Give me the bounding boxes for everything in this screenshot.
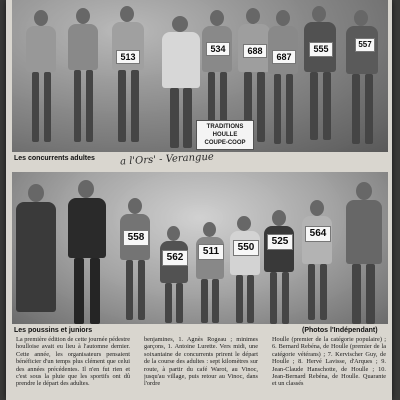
article-column-3: Houlle (premier de la catégorie populaire) ; 6. Bernard Rebéna, de Houlle (premier de la catégorie vétérans) ; 7. Kervischer Guy, de Houlle ; 8. Hervé Lavisse, d'Arques ; 9. Jean-Claude Hanschotte, de Houlle ; 10. Jean-Bernard Rebéna, de Houlle. Quarante et un classés [272,336,386,388]
race-bib: 511 [198,244,224,260]
photo-credit: (Photos l'Indépendant) [302,327,378,334]
race-bib: 687 [272,50,296,64]
article-body [16,336,386,400]
youth-runners-photo [12,172,388,324]
race-bib: 558 [123,230,149,246]
race-bib: 555 [309,42,333,57]
bottom-photo-caption: Les poussins et juniors [14,327,93,334]
article-column-1: La première édition de cette journée pédestre houlloise avait eu lieu à l'automne dernier. Cette année, les organisateurs pensaient bénéficier d'un temps plus clément que celui des années précédentes. Il n'en fut rien et c'est sous la pluie que les sportifs ont dû prendre le départ des adultes. [16,336,130,388]
top-photo-caption: Les concurrents adultes [14,155,95,162]
race-bib: 564 [305,226,331,242]
race-bib: 562 [162,250,188,266]
race-bib: 513 [116,50,140,64]
trophy-sign: TRADITIONS HOULLE COUPE-COOP [196,120,254,150]
adult-runners-photo [12,0,388,152]
race-bib: 525 [267,234,293,250]
article-column-2: benjamines, 1. Agnès Rogeau ; minimes garçons, 1. Antoine Lurette. Vers midi, une soixantaine de concurrents prirent le départ de la course des adultes : sept kilomètres sur route, à partir du café Warot, au Vinoc, jusqu'au village, puis retour au Vinoc, dans l'ordre [144,336,258,388]
race-bib: 534 [206,42,230,56]
race-bib: 550 [233,240,259,256]
handwritten-annotation: a l'Ors' - Verangue [119,151,215,168]
race-bib: 557 [355,38,375,52]
newspaper-clipping [6,0,392,400]
race-bib: 688 [243,44,267,58]
